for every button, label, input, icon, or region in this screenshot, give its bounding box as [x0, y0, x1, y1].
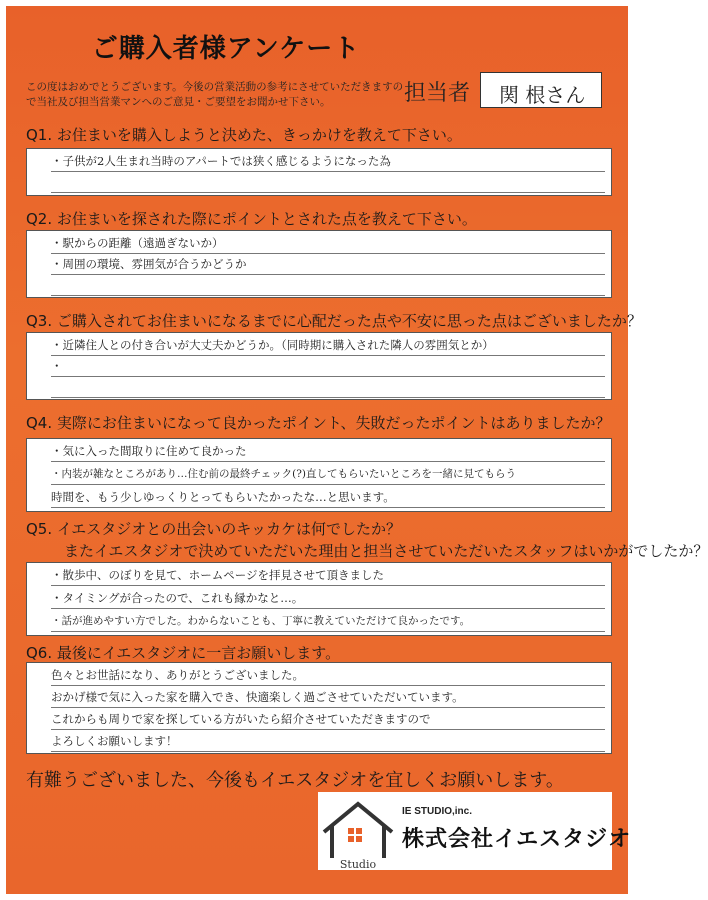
- question-5: Q5. イエスタジオとの出会いのキッカケは何でしたか？: [26, 520, 401, 538]
- question-5-sub: またイエスタジオで決めていただいた理由と担当させていただいたスタッフはいかがでしたか？: [64, 542, 708, 560]
- staff-field: [480, 72, 602, 108]
- answer-line: よろしくお願いします！: [51, 731, 605, 752]
- intro-text: この度はおめでとうございます。今後の営業活動の参考にさせていただきますので当社及び担当営業マンへのご意見・ご要望をお聞かせ下さい。: [26, 81, 404, 108]
- house-logo-icon: [318, 792, 398, 870]
- answer-line: おかげ様で気に入った家を購入でき、快適楽しく過ごさせていただいています。: [51, 687, 605, 708]
- answer-line: ・子供が2人生まれ当時のアパートでは狭く感じるようになった為: [51, 151, 605, 172]
- answer-box-6: [26, 662, 612, 754]
- answer-box-1: [26, 148, 612, 196]
- answer-line: ・周囲の環境、雰囲気が合うかどうか: [51, 254, 605, 275]
- logo-english: IE STUDIO,inc.: [402, 806, 473, 817]
- answer-line: ・駅からの距離（遠過ぎないか）: [51, 233, 605, 254]
- answer-line: 色々とお世話になり、ありがとうございました。: [51, 665, 605, 686]
- answer-box-2: [26, 230, 612, 298]
- answer-line: ・: [51, 356, 605, 377]
- answer-line: ・近隣住人との付き合いが大丈夫かどうか。（同時期に購入された隣人の雰囲気とか）: [51, 335, 605, 356]
- question-2: Q2. お住まいを探された際にポイントとされた点を教えて下さい。: [26, 210, 477, 228]
- logo-mark-text: Studio: [339, 858, 377, 871]
- page-title: ご購入者様アンケート: [91, 34, 361, 64]
- closing-message: 有難うございました、今後もイエスタジオを宜しくお願いします。: [26, 770, 564, 791]
- answer-box-5: [26, 562, 612, 636]
- company-logo: [318, 792, 632, 871]
- survey-sheet: [6, 6, 708, 894]
- answer-box-3: [26, 332, 612, 400]
- answer-line: ・話が進めやすい方でした。わからないことも、丁寧に教えていただけて良かったです。: [51, 611, 605, 632]
- answer-line: 時間を、もう少しゆっくりとってもらいたかったな…と思います。: [51, 487, 605, 508]
- answer-line: ・内装が雑なところがあり…住む前の最終チェック(?)直してもらいたいところを一緒に見てもらう: [51, 464, 605, 485]
- answer-box-4: [26, 438, 612, 512]
- answer-line: これからも周りで家を探している方がいたら紹介させていただきますので: [51, 709, 605, 730]
- answer-line: ・タイミングが合ったので、これも縁かなと…。: [51, 588, 605, 609]
- answer-line: [51, 377, 605, 398]
- staff-value: 関 根さん: [499, 83, 586, 107]
- question-1: Q1. お住まいを購入しようと決めた、きっかけを教えて下さい。: [26, 126, 462, 144]
- answer-line: [51, 275, 605, 296]
- logo-japanese: 株式会社イエスタジオ: [402, 827, 632, 852]
- question-6: Q6. 最後にイエスタジオに一言お願いします。: [26, 644, 341, 662]
- answer-line: [51, 172, 605, 193]
- staff-label: 担当者: [404, 81, 471, 106]
- question-4: Q4. 実際にお住まいになって良かったポイント、失敗だったポイントはありましたか？: [26, 414, 611, 432]
- answer-line: ・気に入った間取りに住めて良かった: [51, 441, 605, 462]
- question-3: Q3. ご購入されてお住まいになるまでに心配だった点や不安に思った点はございましたか？: [26, 312, 642, 330]
- answer-line: ・散歩中、のぼりを見て、ホームページを拝見させて頂きました: [51, 565, 605, 586]
